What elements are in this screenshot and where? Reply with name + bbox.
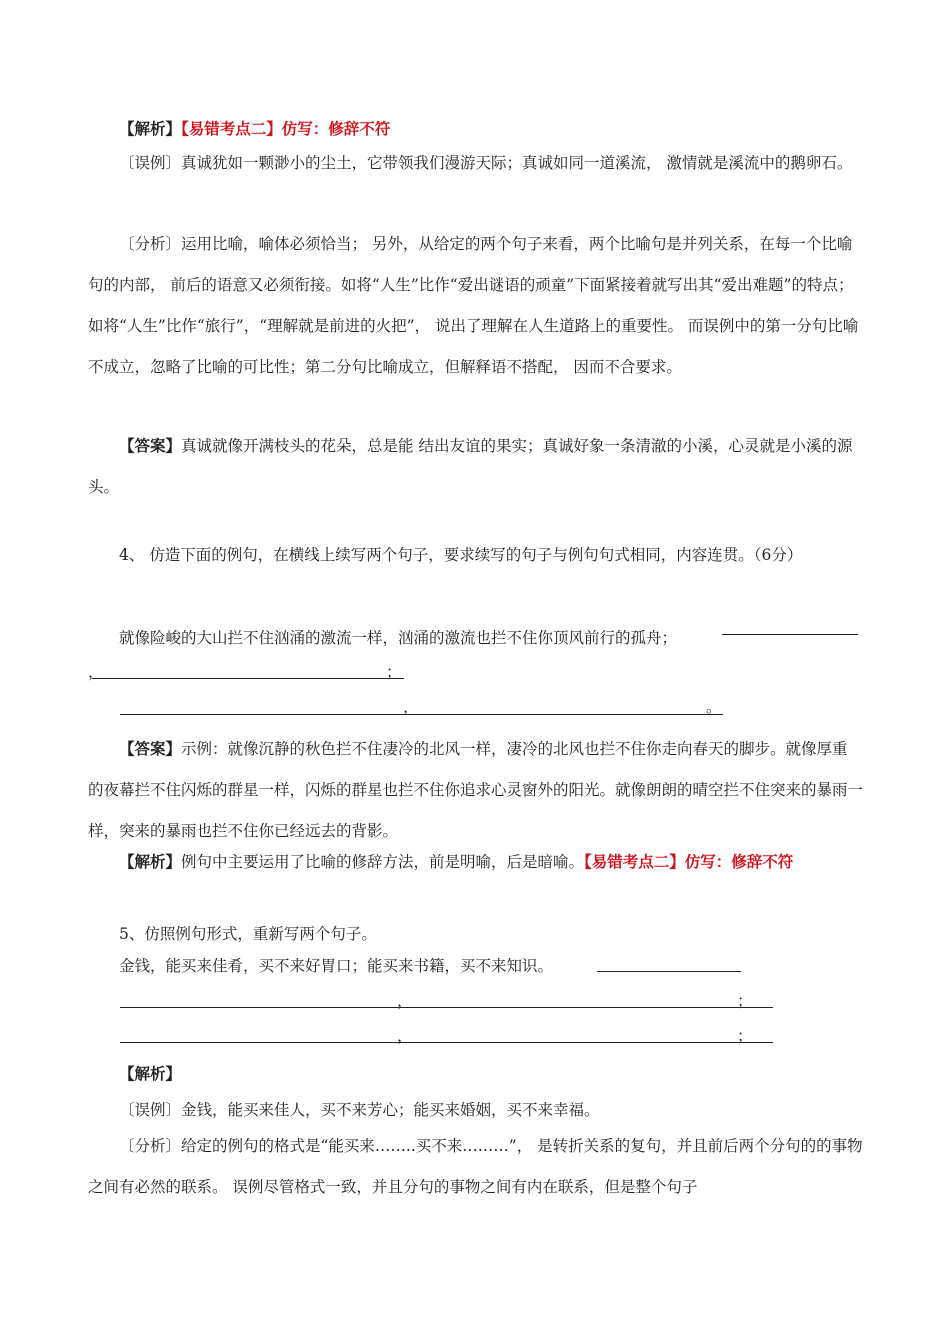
s1-answer xyxy=(88,425,863,508)
q5-wrong-example: 〔误例〕金钱，能买来佳人，买不来芳心；能买来婚姻，买不来幸福。 xyxy=(119,1101,600,1119)
s1-wrong-example: 〔误例〕真诚犹如一颗渺小的尘土，它带领我们漫游天际；真诚如同一道溪流， 激情就是溪流中的鹅卵石。 xyxy=(119,154,853,172)
q4-example-text: 就像险峻的大山拦不住汹涌的激流一样，汹涌的激流也拦不住你顶风前行的孤舟； xyxy=(119,629,678,647)
q4-point: 【易错考点二】仿写：修辞不符 xyxy=(584,852,794,871)
s1-answer-text: 真诚就像开满枝头的花朵，总是能 结出友谊的果实；真诚好象一条清澈的小溪，心灵就是小溪的源头。 xyxy=(88,437,853,496)
q4-blank-line-1[interactable] xyxy=(722,634,858,635)
q5-comma-1: ， xyxy=(397,992,413,1010)
q4-analysis xyxy=(88,841,863,883)
q4-analysis-tag: 【解析】 xyxy=(119,852,182,871)
q5-blank-line-1[interactable] xyxy=(597,971,741,972)
q4-answer-text: 示例：就像沉静的秋色拦不住凄冷的北风一样，凄冷的北风也拦不住你走向春天的脚步。就像厚重的夜幕拦不住闪烁的群星一样，闪烁的群星也拦不住你追求心灵窗外的阳光。就像朗朗的晴空拦不住突来的暴雨一样，突来的暴雨也拦不住你已经远去的背影。 xyxy=(88,740,864,840)
q5-question: 5、仿照例句形式，重新写两个句子。 xyxy=(119,925,377,943)
q4-question: 4、 仿造下面的例句，在横线上续写两个句子，要求续写的句子与例句句式相同，内容连贯。（6分） xyxy=(119,546,803,564)
q4-period: 。 xyxy=(706,698,722,716)
q5-semicolon-1: ； xyxy=(737,992,753,1010)
q5-analysis-heading xyxy=(88,1053,863,1095)
q4-blank-line-2[interactable] xyxy=(92,678,404,679)
q5-semicolon-2: ； xyxy=(737,1027,753,1045)
s1-tag: 【解析】 xyxy=(119,119,182,138)
q4-example xyxy=(88,618,863,659)
q4-answer xyxy=(88,728,863,852)
s1-analysis: 〔分析〕运用比喻，喻体必须恰当； 另外，从给定的两个句子来看，两个比喻句是并列关系，在每一个比喻句的内部， 前后的语意又必须衔接。如将“人生”比作“爱出谜语的顽童”下面紧接着就写出其“爱出难题”的特点； 如将“人生”比作“旅行”，“理解就是前进的火把”， 说出了理解在人生道路上的重要性。 而误例中的第一分句比喻不成立，忽略了比喻的可比性；第二分句比喻成立，但解释语不搭配， 因而不合要求。 xyxy=(88,235,859,376)
q4-answer-tag: 【答案】 xyxy=(119,739,182,758)
q4-semicolon-1: ； xyxy=(386,663,402,681)
q4-blank-line-3[interactable] xyxy=(120,714,723,715)
q5-analysis: 〔分析〕给定的例句的格式是“能买来……..买不来………”， 是转折关系的复句，并且前后两个分句的的事物之间有必然的联系。 误例尽管格式一致，并且分句的事物之间有内在联系，但是整个句子 xyxy=(88,1137,863,1196)
q5-comma-2: ， xyxy=(397,1027,413,1045)
q4-analysis-text: 例句中主要运用了比喻的修辞方法，前是明喻，后是暗喻。 xyxy=(181,853,585,871)
s1-answer-tag: 【答案】 xyxy=(119,436,182,455)
q5-example: 金钱，能买来佳肴，买不来好胃口；能买来书籍，买不来知识。 xyxy=(119,957,554,975)
q4-comma-2: ， xyxy=(403,698,419,716)
q5-analysis-tag: 【解析】 xyxy=(119,1064,182,1083)
q5-blank-line-2[interactable] xyxy=(120,1007,773,1008)
q5-blank-line-3[interactable] xyxy=(120,1042,773,1043)
s1-point: 【易错考点二】仿写：修辞不符 xyxy=(181,119,391,138)
q4-comma-1: ， xyxy=(88,663,104,681)
